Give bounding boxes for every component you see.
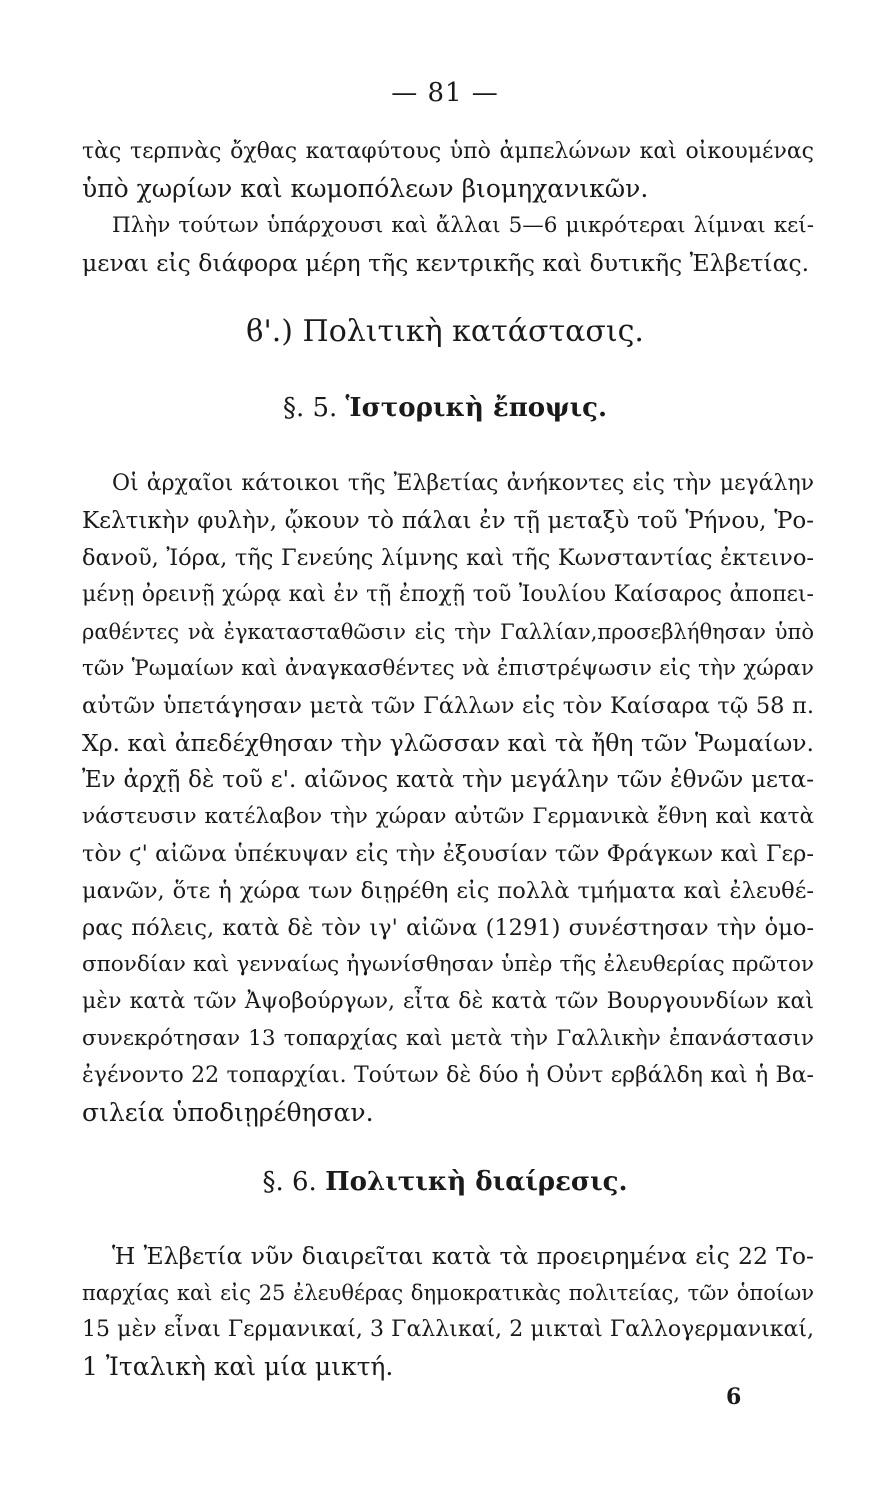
section-5-mark: §. 5.	[282, 393, 338, 423]
text-line: μὲν κατὰ τῶν Ἀψοβούργων, εἶτα δὲ κατὰ τῶν Βουργουνδίων καὶ	[82, 989, 814, 1014]
text-line: Οἱ ἀρχαῖοι κάτοικοι τῆς Ἐλβετίας ἀνήκοντες εἰς τὴν μεγάλην	[112, 471, 814, 496]
text-line: Κελτικὴν φυλὴν, ᾤκουν τὸ πάλαι ἐν τῇ μεταξὺ τοῦ Ῥήνου, Ῥο-	[82, 508, 814, 534]
text-line: τῶν Ῥωμαίων καὶ ἀναγκασθέντες νὰ ἐπιστρέψωσιν εἰς τὴν χώραν	[82, 656, 814, 681]
text-line: νάστευσιν κατέλαβον τὴν χώραν αὐτῶν Γερμανικὰ ἔθνη καὶ κατὰ	[82, 804, 814, 829]
section-5-title: Ἱστορικὴ ἔποψις.	[345, 393, 608, 423]
page-number: — 81 —	[391, 78, 499, 108]
text-line: αὐτῶν ὑπετάγησαν μετὰ τῶν Γάλλων εἰς τὸν Καίσαρα τῷ 58 π.	[82, 693, 814, 719]
text-line: Ἐν ἀρχῇ δὲ τοῦ ε'. αἰῶνος κατὰ τὴν μεγάλην τῶν ἐθνῶν μετα-	[82, 767, 814, 793]
text-line: συνεκρότησαν 13 τοπαρχίας καὶ μετὰ τὴν Γαλλικὴν ἐπανάστασιν	[82, 1026, 814, 1051]
section-6-mark: §. 6.	[262, 1167, 317, 1197]
text-line: σιλεία ὑποδιῃρέθησαν.	[82, 1098, 374, 1127]
text-line: δανοῦ, Ἰόρα, τῆς Γενεύης λίμνης καὶ τῆς Κωνσταντίας ἐκτεινο-	[82, 545, 814, 571]
text-line: 15 μὲν εἶναι Γερμανικαί, 3 Γαλλικαί, 2 μικταὶ Γαλλογερμανικαί,	[82, 1317, 814, 1342]
section-6-title: Πολιτικὴ διαίρεσις.	[325, 1167, 628, 1197]
text-line: μανῶν, ὅτε ἡ χώρα των διῃρέθη εἰς πολλὰ τμήματα καὶ ἐλευθέ-	[82, 878, 814, 904]
text-line: Ἡ Ἐλβετία νῦν διαιρεῖται κατὰ τὰ προειρημένα εἰς 22 Το-	[112, 1242, 814, 1270]
text-line: ραθέντες νὰ ἐγκατασταθῶσιν εἰς τὴν Γαλλίαν,προσεβλήθησαν ὑπὸ	[82, 620, 814, 644]
text-line: μένῃ ὀρεινῇ χώρᾳ καὶ ἐν τῇ ἐποχῇ τοῦ Ἰουλίου Καίσαρος ἀποπει-	[82, 582, 814, 607]
signature-mark: 6	[726, 1384, 742, 1410]
text-line: σπονδίαν καὶ γενναίως ἠγωνίσθησαν ὑπὲρ τῆς ἐλευθερίας πρῶτον	[82, 952, 814, 977]
text-line: παρχίας καὶ εἰς 25 ἐλευθέρας δημοκρατικὰς πολιτείας, τῶν ὁποίων	[82, 1281, 814, 1305]
text-line: τὰς τερπνὰς ὄχθας καταφύτους ὑπὸ ἀμπελώνων καὶ οἰκουμένας	[82, 139, 814, 164]
text-line: ἐγένοντο 22 τοπαρχίαι. Τούτων δὲ δύο ἡ Οὐντ ερβάλδη καὶ ἡ Βα-	[82, 1063, 814, 1088]
text-line: ρας πόλεις, κατὰ δὲ τὸν ιγ' αἰῶνα (1291) συνέστησαν τὴν ὁμο-	[82, 915, 814, 941]
text-line: μεναι εἰς διάφορα μέρη τῆς κεντρικῆς καὶ δυτικῆς Ἐλβετίας.	[82, 249, 810, 277]
section-heading-politics: ϐ'.) Πολιτικὴ κατάστασις.	[246, 314, 644, 349]
text-line: τὸν ϛ' αἰῶνα ὑπέκυψαν εἰς τὴν ἐξουσίαν τῶν Φράγκων καὶ Γερ-	[82, 841, 814, 867]
text-line: Χρ. καὶ ἀπεδέχθησαν τὴν γλῶσσαν καὶ τὰ ἤθη τῶν Ῥωμαίων.	[82, 729, 814, 757]
text-line: ὑπὸ χωρίων καὶ κωμοπόλεων βιομηχανικῶν.	[82, 174, 649, 203]
section-6-heading	[0, 1162, 890, 1202]
section-5-heading	[0, 388, 890, 428]
text-line: 1 Ἰταλικὴ καὶ μία μικτή.	[82, 1352, 394, 1381]
text-line: Πλὴν τούτων ὑπάρχουσι καὶ ἄλλαι 5—6 μικρότεραι λίμναι κεί-	[112, 213, 814, 238]
